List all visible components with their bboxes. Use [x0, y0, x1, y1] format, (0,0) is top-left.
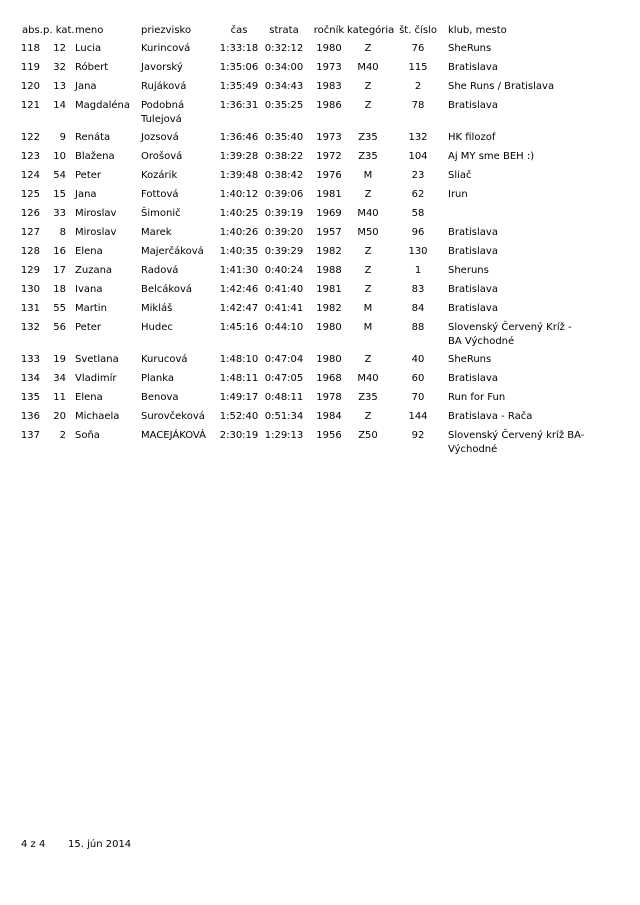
cell-priezvisko: Majerčáková — [141, 246, 204, 257]
cell-p-kat: 56 — [53, 322, 66, 333]
cell-p-kat: 32 — [53, 62, 66, 73]
cell-meno: Michaela — [75, 411, 120, 422]
header-st-cislo: št. číslo — [399, 25, 437, 36]
cell-kategoria: Z35 — [358, 132, 378, 143]
table-row — [0, 131, 640, 147]
cell-abs: 129 — [20, 265, 40, 276]
cell-meno: Miroslav — [75, 208, 117, 219]
header-abs: abs. — [22, 25, 43, 36]
cell-strata: 0:39:06 — [264, 189, 304, 200]
cell-abs: 122 — [20, 132, 40, 143]
cell-rocnik: 1978 — [316, 392, 342, 403]
cell-st-cislo: 58 — [411, 208, 425, 219]
cell-meno: Róbert — [75, 62, 109, 73]
cell-cas: 1:33:18 — [219, 43, 259, 54]
cell-klub: Bratislava — [448, 246, 498, 257]
cell-strata: 0:48:11 — [264, 392, 304, 403]
cell-meno: Elena — [75, 246, 103, 257]
cell-rocnik: 1986 — [316, 100, 342, 111]
cell-st-cislo: 132 — [408, 132, 428, 143]
cell-strata: 0:41:41 — [264, 303, 304, 314]
cell-kategoria: Z — [364, 411, 372, 422]
cell-abs: 135 — [20, 392, 40, 403]
cell-klub: Slovenský Červený kríž BA-Východné — [448, 430, 585, 455]
cell-st-cislo: 96 — [411, 227, 425, 238]
header-cas: čas — [230, 25, 248, 36]
cell-kategoria: Z — [364, 81, 372, 92]
cell-cas: 2:30:19 — [219, 430, 259, 441]
cell-st-cislo: 83 — [411, 284, 425, 295]
table-row — [0, 429, 640, 455]
cell-priezvisko: Planka — [141, 373, 175, 384]
cell-strata: 1:29:13 — [264, 430, 304, 441]
table-row — [0, 169, 640, 185]
table-row — [0, 321, 640, 347]
cell-rocnik: 1982 — [316, 303, 342, 314]
footer-page-number: 4 z 4 — [21, 839, 46, 850]
cell-kategoria: M — [363, 322, 373, 333]
cell-p-kat: 54 — [53, 170, 66, 181]
cell-cas: 1:48:11 — [219, 373, 259, 384]
cell-abs: 127 — [20, 227, 40, 238]
cell-cas: 1:36:46 — [219, 132, 259, 143]
cell-strata: 0:35:40 — [264, 132, 304, 143]
cell-priezvisko: Podobná Tulejová — [141, 100, 185, 125]
cell-p-kat: 18 — [53, 284, 66, 295]
cell-priezvisko: Surovčeková — [141, 411, 205, 422]
cell-strata: 0:39:20 — [264, 227, 304, 238]
cell-priezvisko: Mikláš — [141, 303, 173, 314]
cell-meno: Magdaléna — [75, 100, 130, 111]
cell-st-cislo: 130 — [408, 246, 428, 257]
cell-priezvisko: Marek — [141, 227, 172, 238]
header-klub: klub, mesto — [448, 25, 507, 36]
cell-st-cislo: 2 — [414, 81, 422, 92]
table-row — [0, 42, 640, 58]
table-row — [0, 61, 640, 77]
cell-strata: 0:40:24 — [264, 265, 304, 276]
cell-rocnik: 1981 — [316, 189, 342, 200]
cell-p-kat: 17 — [53, 265, 66, 276]
cell-p-kat: 20 — [53, 411, 66, 422]
cell-meno: Lucia — [75, 43, 102, 54]
cell-klub: Sheruns — [448, 265, 489, 276]
cell-rocnik: 1983 — [316, 81, 342, 92]
cell-meno: Peter — [75, 322, 102, 333]
cell-st-cislo: 60 — [411, 373, 425, 384]
cell-p-kat: 13 — [53, 81, 66, 92]
cell-rocnik: 1973 — [316, 62, 342, 73]
header-meno: meno — [75, 25, 104, 36]
cell-p-kat: 11 — [53, 392, 66, 403]
cell-st-cislo: 70 — [411, 392, 425, 403]
cell-rocnik: 1968 — [316, 373, 342, 384]
cell-abs: 130 — [20, 284, 40, 295]
cell-st-cislo: 62 — [411, 189, 425, 200]
cell-priezvisko: Kurucová — [141, 354, 188, 365]
cell-meno: Peter — [75, 170, 102, 181]
cell-strata: 0:44:10 — [264, 322, 304, 333]
cell-abs: 128 — [20, 246, 40, 257]
cell-st-cislo: 104 — [408, 151, 428, 162]
cell-klub: Bratislava — [448, 100, 498, 111]
cell-klub: Aj MY sme BEH :) — [448, 151, 535, 162]
cell-abs: 131 — [20, 303, 40, 314]
table-row — [0, 302, 640, 318]
cell-rocnik: 1976 — [316, 170, 342, 181]
cell-rocnik: 1973 — [316, 132, 342, 143]
table-row — [0, 245, 640, 261]
cell-strata: 0:32:12 — [264, 43, 304, 54]
cell-kategoria: Z — [364, 100, 372, 111]
cell-rocnik: 1980 — [316, 43, 342, 54]
cell-st-cislo: 23 — [411, 170, 425, 181]
cell-abs: 120 — [20, 81, 40, 92]
cell-meno: Svetlana — [75, 354, 119, 365]
table-row — [0, 283, 640, 299]
cell-kategoria: M40 — [357, 208, 379, 219]
cell-priezvisko: Kozárik — [141, 170, 178, 181]
header-strata: strata — [269, 25, 299, 36]
cell-klub: Bratislava — [448, 227, 498, 238]
cell-kategoria: Z — [364, 354, 372, 365]
cell-abs: 125 — [20, 189, 40, 200]
cell-rocnik: 1988 — [316, 265, 342, 276]
cell-klub: Bratislava — [448, 62, 498, 73]
cell-kategoria: Z — [364, 246, 372, 257]
cell-meno: Soňa — [75, 430, 100, 441]
cell-priezvisko: Kurincová — [141, 43, 191, 54]
cell-kategoria: M — [363, 170, 373, 181]
cell-abs: 118 — [20, 43, 40, 54]
cell-p-kat: 19 — [53, 354, 66, 365]
table-row — [0, 391, 640, 407]
cell-klub: Slovenský Červený Kríž - BA Východné — [448, 322, 572, 347]
table-row — [0, 188, 640, 204]
cell-priezvisko: Šimonič — [141, 208, 181, 219]
cell-kategoria: M — [363, 303, 373, 314]
cell-cas: 1:40:12 — [219, 189, 259, 200]
cell-meno: Martin — [75, 303, 107, 314]
table-row — [0, 353, 640, 369]
cell-abs: 132 — [20, 322, 40, 333]
cell-rocnik: 1972 — [316, 151, 342, 162]
cell-meno: Ivana — [75, 284, 103, 295]
cell-meno: Zuzana — [75, 265, 113, 276]
cell-p-kat: 12 — [53, 43, 66, 54]
cell-cas: 1:35:06 — [219, 62, 259, 73]
cell-rocnik: 1969 — [316, 208, 342, 219]
cell-st-cislo: 88 — [411, 322, 425, 333]
cell-cas: 1:39:48 — [219, 170, 259, 181]
cell-strata: 0:39:19 — [264, 208, 304, 219]
cell-kategoria: M50 — [357, 227, 379, 238]
cell-cas: 1:42:46 — [219, 284, 259, 295]
cell-kategoria: Z — [364, 265, 372, 276]
cell-priezvisko: Rujáková — [141, 81, 187, 92]
cell-p-kat: 2 — [59, 430, 66, 441]
cell-abs: 121 — [20, 100, 40, 111]
header-kategoria: kategória — [347, 25, 395, 36]
table-header — [0, 24, 640, 40]
cell-kategoria: M40 — [357, 373, 379, 384]
cell-meno: Jana — [75, 81, 97, 92]
cell-strata: 0:39:29 — [264, 246, 304, 257]
cell-priezvisko: MACEJÁKOVÁ — [141, 430, 206, 441]
cell-abs: 136 — [20, 411, 40, 422]
cell-st-cislo: 144 — [408, 411, 428, 422]
cell-rocnik: 1980 — [316, 354, 342, 365]
cell-abs: 124 — [20, 170, 40, 181]
cell-cas: 1:41:30 — [219, 265, 259, 276]
cell-meno: Miroslav — [75, 227, 117, 238]
cell-abs: 133 — [20, 354, 40, 365]
cell-st-cislo: 78 — [411, 100, 425, 111]
cell-rocnik: 1982 — [316, 246, 342, 257]
cell-rocnik: 1956 — [316, 430, 342, 441]
cell-klub: SheRuns — [448, 43, 492, 54]
cell-klub: Bratislava — [448, 373, 498, 384]
cell-p-kat: 33 — [53, 208, 66, 219]
cell-strata: 0:47:04 — [264, 354, 304, 365]
cell-klub: Bratislava - Rača — [448, 411, 533, 422]
cell-rocnik: 1981 — [316, 284, 342, 295]
table-row — [0, 207, 640, 223]
cell-priezvisko: Radová — [141, 265, 179, 276]
cell-kategoria: Z35 — [358, 392, 378, 403]
cell-cas: 1:40:25 — [219, 208, 259, 219]
cell-strata: 0:34:43 — [264, 81, 304, 92]
cell-klub: SheRuns — [448, 354, 492, 365]
cell-cas: 1:48:10 — [219, 354, 259, 365]
cell-priezvisko: Orošová — [141, 151, 183, 162]
cell-abs: 123 — [20, 151, 40, 162]
cell-meno: Blažena — [75, 151, 115, 162]
cell-cas: 1:36:31 — [219, 100, 259, 111]
cell-strata: 0:38:42 — [264, 170, 304, 181]
cell-kategoria: Z — [364, 189, 372, 200]
cell-rocnik: 1957 — [316, 227, 342, 238]
cell-p-kat: 8 — [59, 227, 66, 238]
cell-abs: 137 — [20, 430, 40, 441]
cell-klub: Sliač — [448, 170, 472, 181]
cell-klub: HK filozof — [448, 132, 496, 143]
header-p-kat: p. kat. — [43, 25, 75, 36]
cell-st-cislo: 84 — [411, 303, 425, 314]
cell-st-cislo: 76 — [411, 43, 425, 54]
cell-strata: 0:38:22 — [264, 151, 304, 162]
cell-strata: 0:51:34 — [264, 411, 304, 422]
cell-priezvisko: Hudec — [141, 322, 173, 333]
cell-kategoria: Z50 — [358, 430, 378, 441]
cell-cas: 1:40:26 — [219, 227, 259, 238]
cell-meno: Renáta — [75, 132, 111, 143]
cell-rocnik: 1984 — [316, 411, 342, 422]
cell-klub: Bratislava — [448, 303, 498, 314]
cell-st-cislo: 40 — [411, 354, 425, 365]
cell-kategoria: Z35 — [358, 151, 378, 162]
cell-cas: 1:52:40 — [219, 411, 259, 422]
cell-cas: 1:49:17 — [219, 392, 259, 403]
cell-p-kat: 9 — [59, 132, 66, 143]
cell-st-cislo: 92 — [411, 430, 425, 441]
cell-priezvisko: Fottová — [141, 189, 179, 200]
cell-strata: 0:35:25 — [264, 100, 304, 111]
cell-p-kat: 15 — [53, 189, 66, 200]
cell-meno: Vladimír — [75, 373, 117, 384]
cell-p-kat: 34 — [53, 373, 66, 384]
cell-strata: 0:34:00 — [264, 62, 304, 73]
cell-p-kat: 14 — [53, 100, 66, 111]
cell-strata: 0:41:40 — [264, 284, 304, 295]
cell-strata: 0:47:05 — [264, 373, 304, 384]
cell-kategoria: Z — [364, 43, 372, 54]
cell-abs: 126 — [20, 208, 40, 219]
cell-klub: Run for Fun — [448, 392, 506, 403]
table-row — [0, 264, 640, 280]
cell-abs: 119 — [20, 62, 40, 73]
cell-abs: 134 — [20, 373, 40, 384]
table-row — [0, 410, 640, 426]
cell-cas: 1:40:35 — [219, 246, 259, 257]
cell-priezvisko: Belcáková — [141, 284, 193, 295]
cell-st-cislo: 1 — [414, 265, 422, 276]
cell-cas: 1:35:49 — [219, 81, 259, 92]
table-row — [0, 150, 640, 166]
cell-cas: 1:42:47 — [219, 303, 259, 314]
cell-p-kat: 10 — [53, 151, 66, 162]
cell-kategoria: M40 — [357, 62, 379, 73]
cell-priezvisko: Javorský — [141, 62, 183, 73]
footer-date: 15. jún 2014 — [68, 839, 132, 850]
cell-cas: 1:45:16 — [219, 322, 259, 333]
table-row — [0, 99, 640, 125]
cell-p-kat: 16 — [53, 246, 66, 257]
cell-priezvisko: Jozsová — [141, 132, 179, 143]
cell-kategoria: Z — [364, 284, 372, 295]
header-rocnik: ročník — [313, 25, 345, 36]
cell-meno: Elena — [75, 392, 103, 403]
header-priezvisko: priezvisko — [141, 25, 192, 36]
table-row — [0, 80, 640, 96]
cell-klub: She Runs / Bratislava — [448, 81, 555, 92]
cell-p-kat: 55 — [53, 303, 66, 314]
cell-cas: 1:39:28 — [219, 151, 259, 162]
cell-klub: Irun — [448, 189, 468, 200]
cell-klub: Bratislava — [448, 284, 498, 295]
cell-priezvisko: Benova — [141, 392, 179, 403]
table-row — [0, 226, 640, 242]
cell-st-cislo: 115 — [408, 62, 428, 73]
cell-meno: Jana — [75, 189, 97, 200]
cell-rocnik: 1980 — [316, 322, 342, 333]
table-row — [0, 372, 640, 388]
